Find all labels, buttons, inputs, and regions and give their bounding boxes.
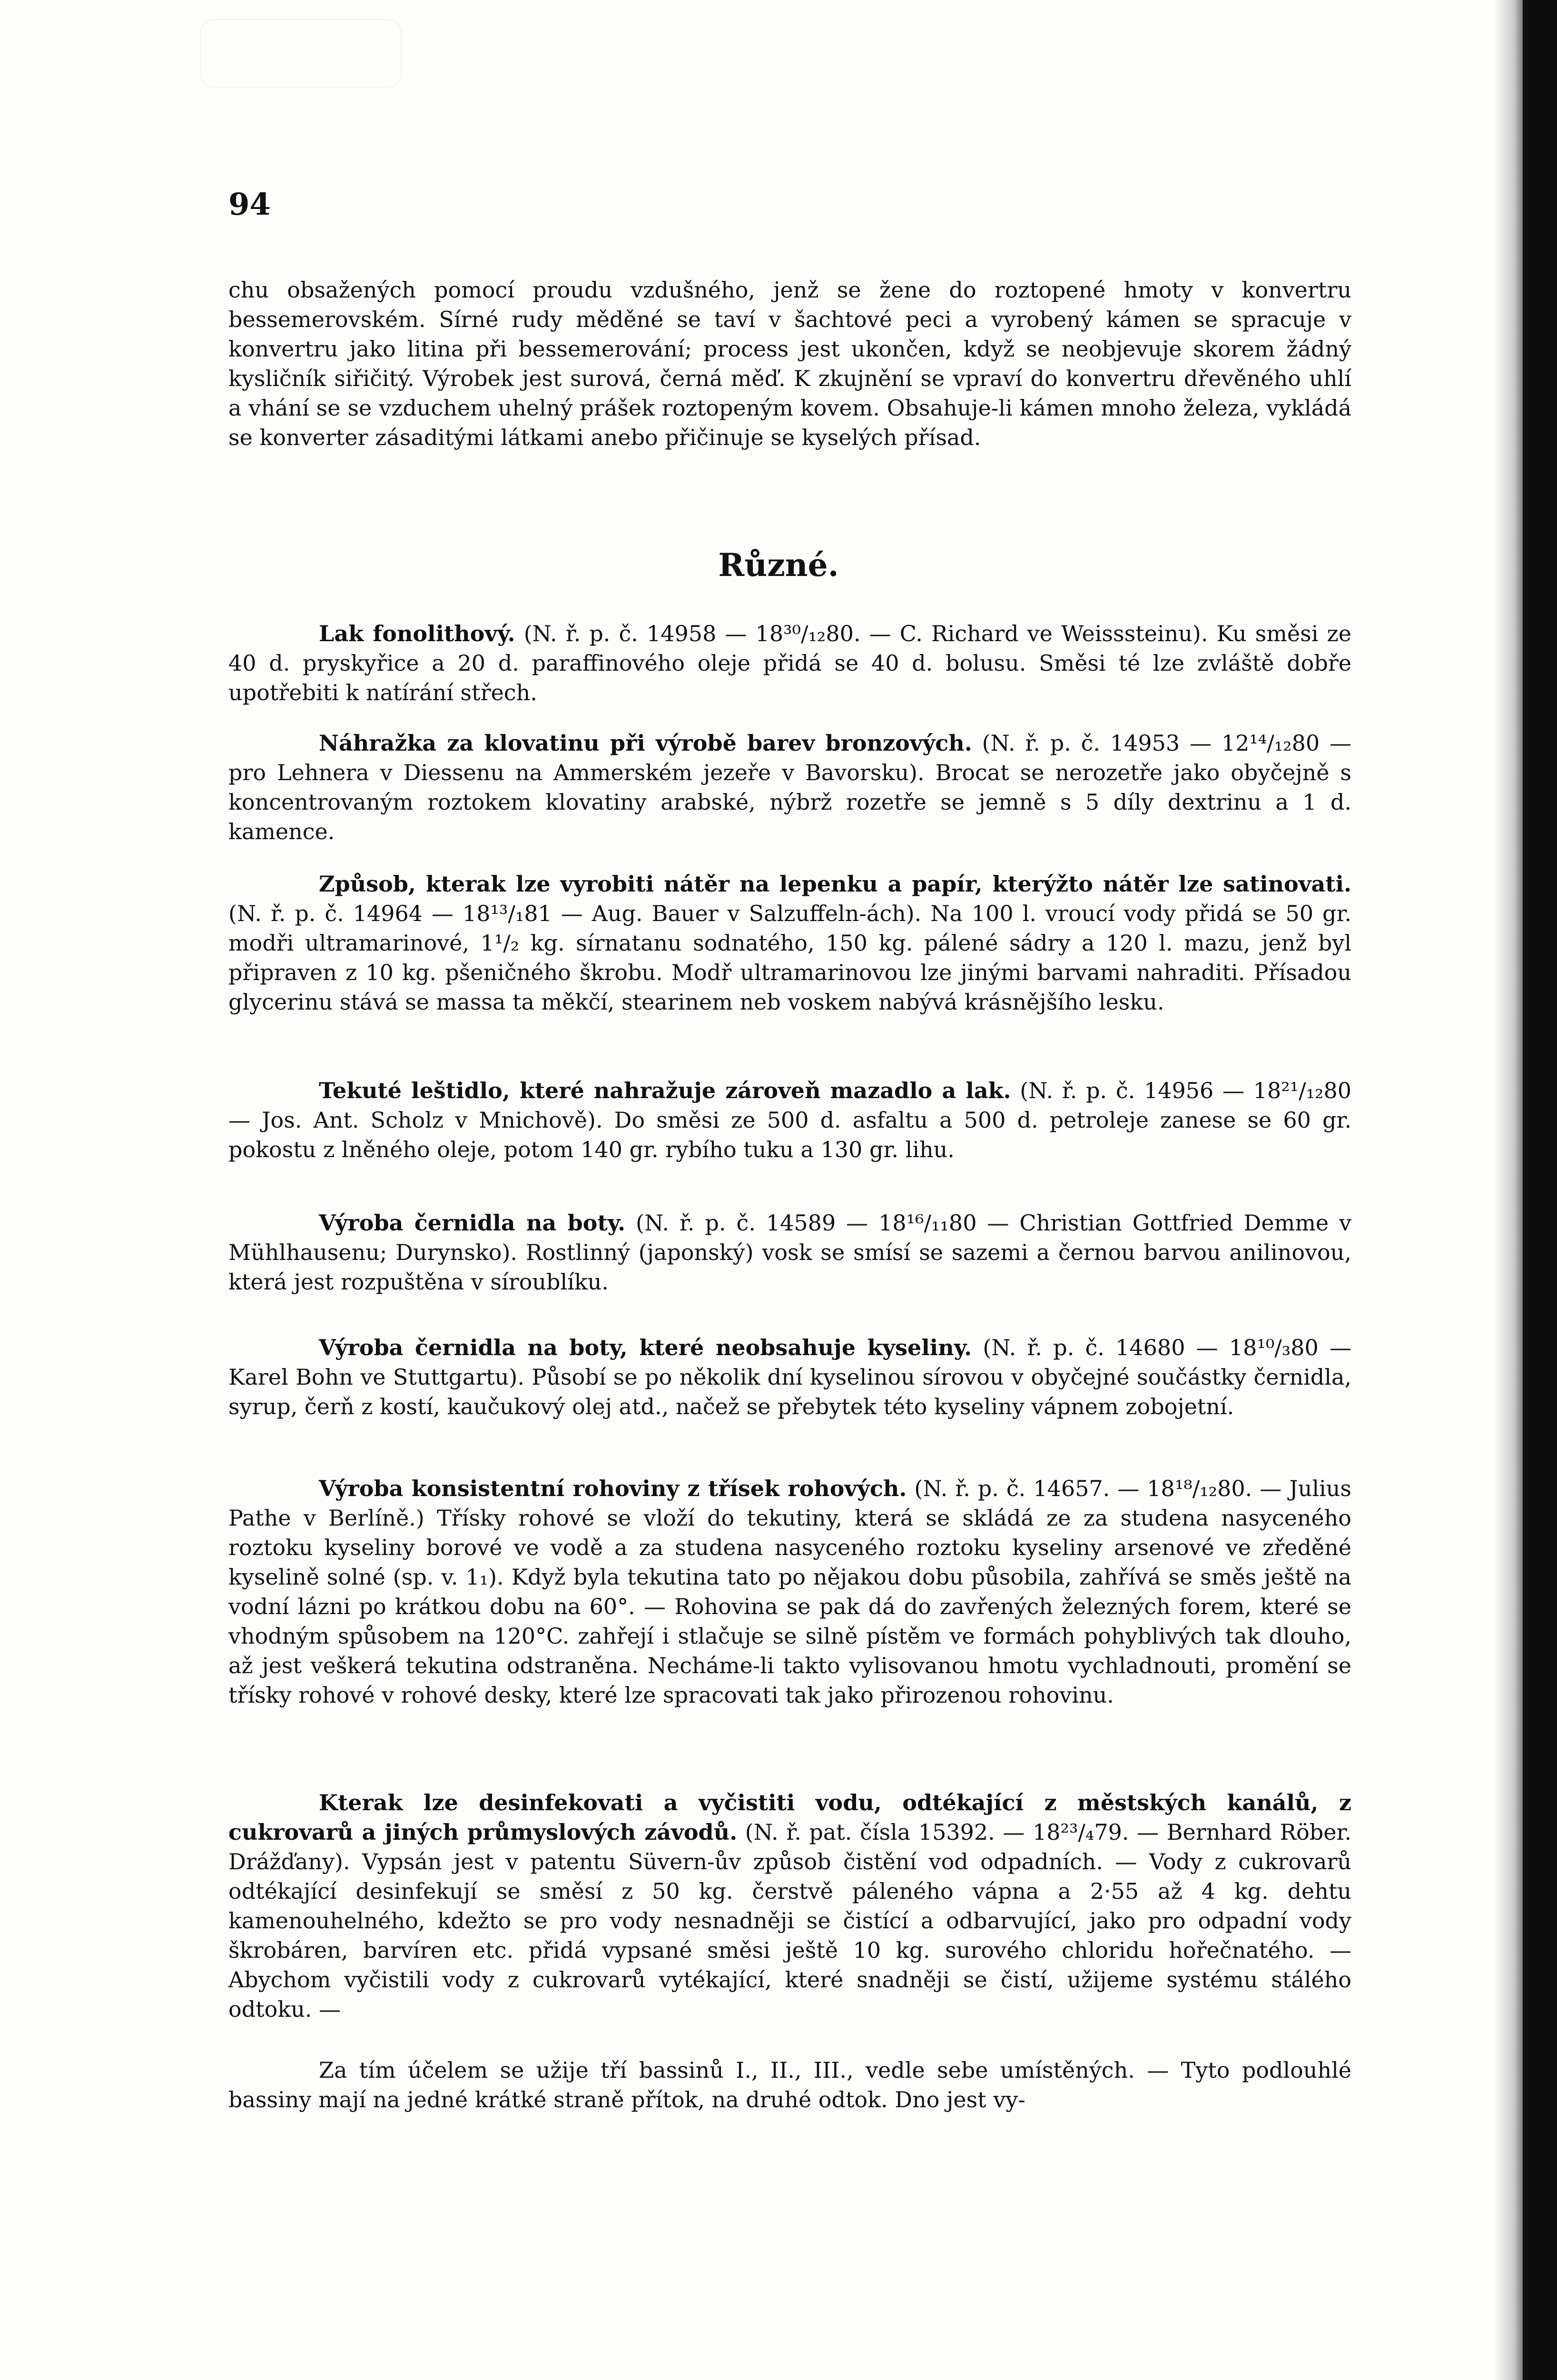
page-number: 94 — [228, 187, 271, 222]
entry-title: Kterak lze desinfekovati a vyčistiti vodu, odtékající z městských kanálů, z cukrovarů a jiných průmyslových závodů. — [228, 1790, 1351, 1845]
closing-paragraph: Za tím účelem se užije tří bassinů I., II., III., vedle sebe umístěných. — Tyto podlouhlé bassiny mají na jedné krátké straně přítok, na druhé odtok. Dno jest vy- — [228, 2057, 1351, 2112]
entry-body: (N. ř. p. č. 14956 — 18²¹/₁₂80 — Jos. Ant. Scholz v Mnichově). Do směsi ze 500 d. asfaltu a 500 d. petroleje zanese se 60 gr. pokostu z lněného oleje, potom 140 gr. rybího tuku a 130 gr. lihu. — [228, 1078, 1352, 1162]
entry-nahrazka-klovatina — [228, 728, 1351, 846]
entry-body: (N. ř. pat. čísla 15392. — 18²³/₄79. — Bernhard Röber. Drážďany). Vypsán jest v patentu Süvern-ův způsob čistění vod odpadních. — Vody z cukrovarů odtékající desinfekují se směsí z 50 kg. čerstvě páleného vápna a 2·55 až 4 kg. dehtu kamenouhelného, kdežto se pro vody nesnadněji se čistící a odbarvující, jako pro odpadní vody škrobáren, barvíren etc. přidá vypsané směsi ještě 10 kg. surového chloridu hořečnatého. — Abychom vyčistili vody z cukrovarů vytékající, které snadněji se čistí, užijeme systému stálého odtoku. — — [228, 1819, 1352, 2022]
section-heading: Různé. — [718, 546, 839, 584]
entry-tekute-lestidlo — [228, 1076, 1351, 1164]
entry-title: Výroba černidla na boty. — [319, 1210, 626, 1236]
entry-title: Tekuté leštidlo, které nahražuje zároveň mazadlo a lak. — [319, 1078, 1011, 1103]
entry-body: (N. ř. p. č. 14680 — 18¹⁰/₃80 — Karel Bohn ve Stuttgartu). Působí se po několik dní kyselinou sírovou v obyčejné součástky černidla, syrup, čerň z kostí, kaučukový olej atd., načež se přebytek této kyseliny vápnem zobojetní. — [228, 1335, 1351, 1419]
entry-rohovina — [228, 1474, 1351, 1710]
entry-title: Způsob, kterak lze vyrobiti nátěr na lepenku a papír, kterýžto nátěr lze satinovati. — [319, 871, 1351, 897]
entry-body: (N. ř. p. č. 14964 — 18¹³/₁81 — Aug. Bauer v Salzuffeln-ách). Na 100 l. vroucí vody přidá se 50 gr. modři ultramarinové, 1¹/₂ kg. sírnatanu sodnatého, 150 kg. pálené sádry a 120 l. mazu, jenž byl připraven z 10 kg. pšeničného škrobu. Modř ultramarinovou lze jinými barvami nahraditi. Přísadou glycerinu stává se massa ta měkčí, stearinem neb voskem nabývá krásnějšího lesku. — [228, 901, 1351, 1015]
entry-title: Náhražka za klovatinu při výrobě barev bronzových. — [319, 730, 972, 756]
entry-cernidlo-bez-kyseliny — [228, 1333, 1351, 1421]
page-edge-shadow — [1494, 0, 1523, 2380]
entry-naterer-lepenka — [228, 869, 1351, 1017]
entry-title: Výroba konsistentní rohoviny z třísek rohových. — [319, 1476, 907, 1501]
entry-body: (N. ř. p. č. 14958 — 18³⁰/₁₂80. — C. Richard ve Weisssteinu). Ku směsi ze 40 d. pryskyřice a 20 d. paraffinového oleje přidá se 40 d. bolusu. Směsi té lze zvláště dobře upotřebiti k natírání střech. — [228, 621, 1351, 705]
entry-body: (N. ř. p. č. 14657. — 18¹⁸/₁₂80. — Julius Pathe v Berlíně.) Třísky rohové se vloží do tekutiny, která se skládá ze za studena nasyceného roztoku kyseliny borové ve vodě a za studena nasyceného roztoku kyseliny arsenové ve zředěné kyselině solné (sp. v. 1₁). Když byla tekutina tato po nějakou dobu působila, zahřívá se směs ještě na vodní lázni po krátkou dobu na 60°. — Rohovina se pak dá do zavřených železných forem, které se vhodným spůsobem na 120°C. zahřejí i stlačuje se silně pístěm ve formách pohyblivých tak dlouho, až jest veškerá tekutina odstraněna. Necháme-li takto vylisovanou hmotu vychladnouti, promění se třísky rohové v rohové desky, které lze spracovati tak jako přirozenou rohovinu. — [228, 1476, 1351, 1708]
scan-border — [1523, 0, 1557, 2380]
entry-title: Výroba černidla na boty, které neobsahuje kyseliny. — [319, 1335, 972, 1360]
entry-cernidlo-boty — [228, 1208, 1351, 1297]
faint-stamp-mark — [200, 19, 402, 88]
entry-lak-fonolithovy — [228, 619, 1351, 707]
intro-paragraph: chu obsažených pomocí proudu vzdušného, jenž se žene do roztopené hmoty v konvertru bessemerovském. Sírné rudy měděné se taví v šachtové peci a vyrobený kámen se spracuje v konvertru jako litina při bessemerování; process jest ukončen, když se neobjevuje skorem žádný kysličník siřičitý. Výrobek jest surová, černá měď. K zkujnění se vpraví do konvertru dřevěného uhlí a vhání se se vzduchem uhelný prášek roztopeným kovem. Obsahuje-li kámen mnoho železa, vykládá se konverter zásaditými látkami anebo přičinuje se kyselých přísad. — [228, 277, 1351, 450]
entry-desinfekce-vody — [228, 1788, 1351, 2024]
entry-body: (N. ř. p. č. 14953 — 12¹⁴/₁₂80 — pro Lehnera v Diessenu na Ammerském jezeře v Bavorsku). Brocat se nerozetře jako obyčejně s koncentrovaným roztokem klovatiny arabské, nýbrž rozetře se jemně s 5 díly dextrinu a 1 d. kamence. — [228, 730, 1351, 844]
entry-body: (N. ř. p. č. 14589 — 18¹⁶/₁₁80 — Christian Gottfried Demme v Mühlhausenu; Durynsko). Rostlinný (japonský) vosk se smísí se sazemi a černou barvou anilinovou, která jest rozpuštěna v síroublíku. — [228, 1210, 1352, 1295]
entry-title: Lak fonolithový. — [319, 621, 515, 646]
